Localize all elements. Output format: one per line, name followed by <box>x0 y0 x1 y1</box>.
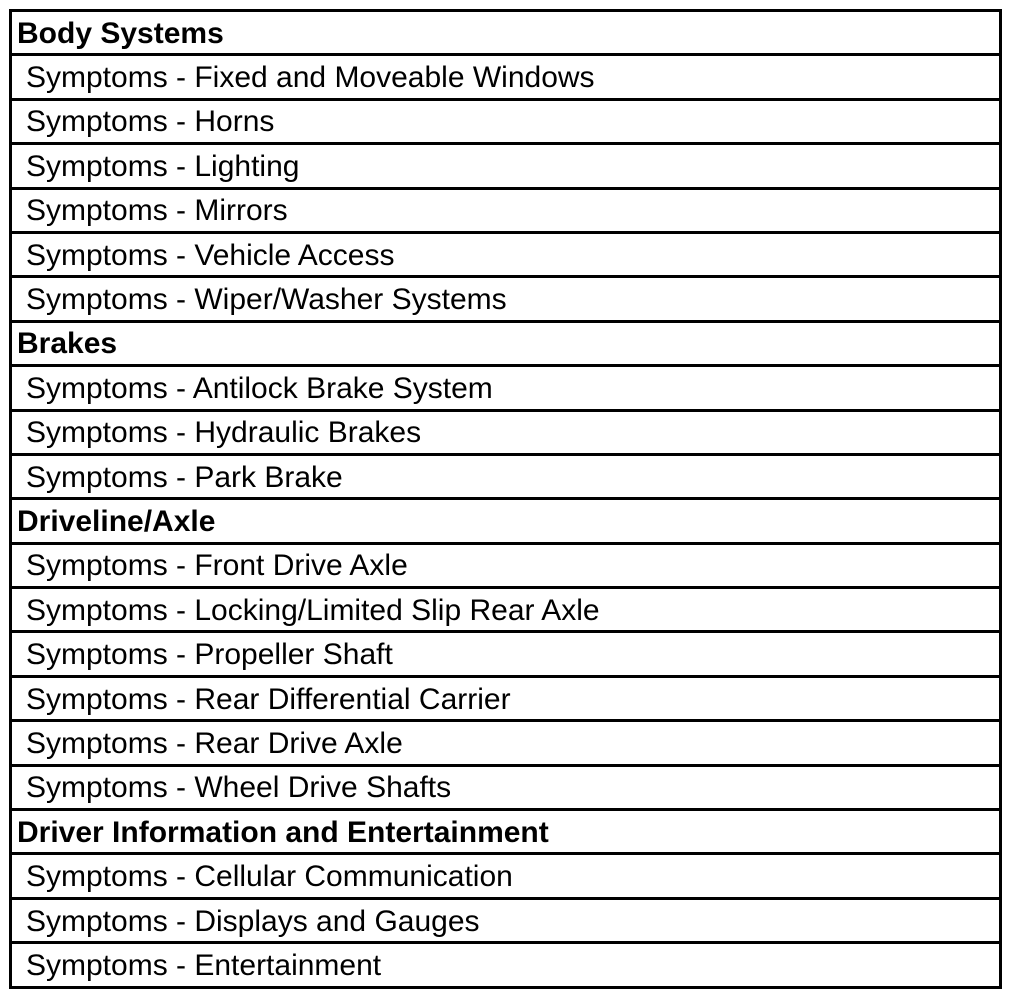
list-item-label: Symptoms - Rear Differential Carrier <box>26 682 511 716</box>
list-item-label: Symptoms - Hydraulic Brakes <box>26 416 422 450</box>
list-item[interactable] <box>12 900 999 944</box>
section-header-body-systems[interactable] <box>12 12 999 56</box>
list-item[interactable] <box>12 101 999 145</box>
list-item-label: Symptoms - Horns <box>26 105 275 139</box>
list-item-label: Symptoms - Cellular Communication <box>26 860 513 894</box>
section-header-brakes[interactable] <box>12 323 999 367</box>
list-item[interactable] <box>12 190 999 234</box>
list-item-label: Symptoms - Lighting <box>26 149 300 183</box>
list-item-label: Symptoms - Displays and Gauges <box>26 904 480 938</box>
list-item-label: Symptoms - Wheel Drive Shafts <box>26 771 452 805</box>
list-item[interactable] <box>12 456 999 500</box>
list-item[interactable] <box>12 722 999 766</box>
list-item-label: Symptoms - Rear Drive Axle <box>26 726 403 760</box>
list-item[interactable] <box>12 412 999 456</box>
section-header-driveline-axle[interactable] <box>12 500 999 544</box>
list-item-label: Symptoms - Antilock Brake System <box>26 371 493 405</box>
list-item-label: Symptoms - Entertainment <box>26 948 382 982</box>
symptoms-table <box>9 9 1002 989</box>
section-title: Body Systems <box>17 16 224 50</box>
list-item-label: Symptoms - Vehicle Access <box>26 238 395 272</box>
list-item[interactable] <box>12 545 999 589</box>
list-item-label: Symptoms - Front Drive Axle <box>26 549 408 583</box>
section-header-driver-information[interactable] <box>12 811 999 855</box>
section-title: Driver Information and Entertainment <box>17 815 549 849</box>
list-item[interactable] <box>12 633 999 677</box>
list-item-label: Symptoms - Propeller Shaft <box>26 638 393 672</box>
list-item[interactable] <box>12 234 999 278</box>
list-item[interactable] <box>12 944 999 988</box>
list-item[interactable] <box>12 145 999 189</box>
list-item[interactable] <box>12 278 999 322</box>
list-item-label: Symptoms - Wiper/Washer Systems <box>26 283 507 317</box>
list-item-label: Symptoms - Mirrors <box>26 194 288 228</box>
list-item[interactable] <box>12 855 999 899</box>
list-item-label: Symptoms - Fixed and Moveable Windows <box>26 61 595 95</box>
list-item[interactable] <box>12 678 999 722</box>
list-item[interactable] <box>12 367 999 411</box>
list-item[interactable] <box>12 767 999 811</box>
list-item-label: Symptoms - Locking/Limited Slip Rear Axle <box>26 593 600 627</box>
list-item[interactable] <box>12 56 999 100</box>
list-item[interactable] <box>12 589 999 633</box>
section-title: Driveline/Axle <box>17 504 216 538</box>
section-title: Brakes <box>17 327 118 361</box>
list-item-label: Symptoms - Park Brake <box>26 460 343 494</box>
